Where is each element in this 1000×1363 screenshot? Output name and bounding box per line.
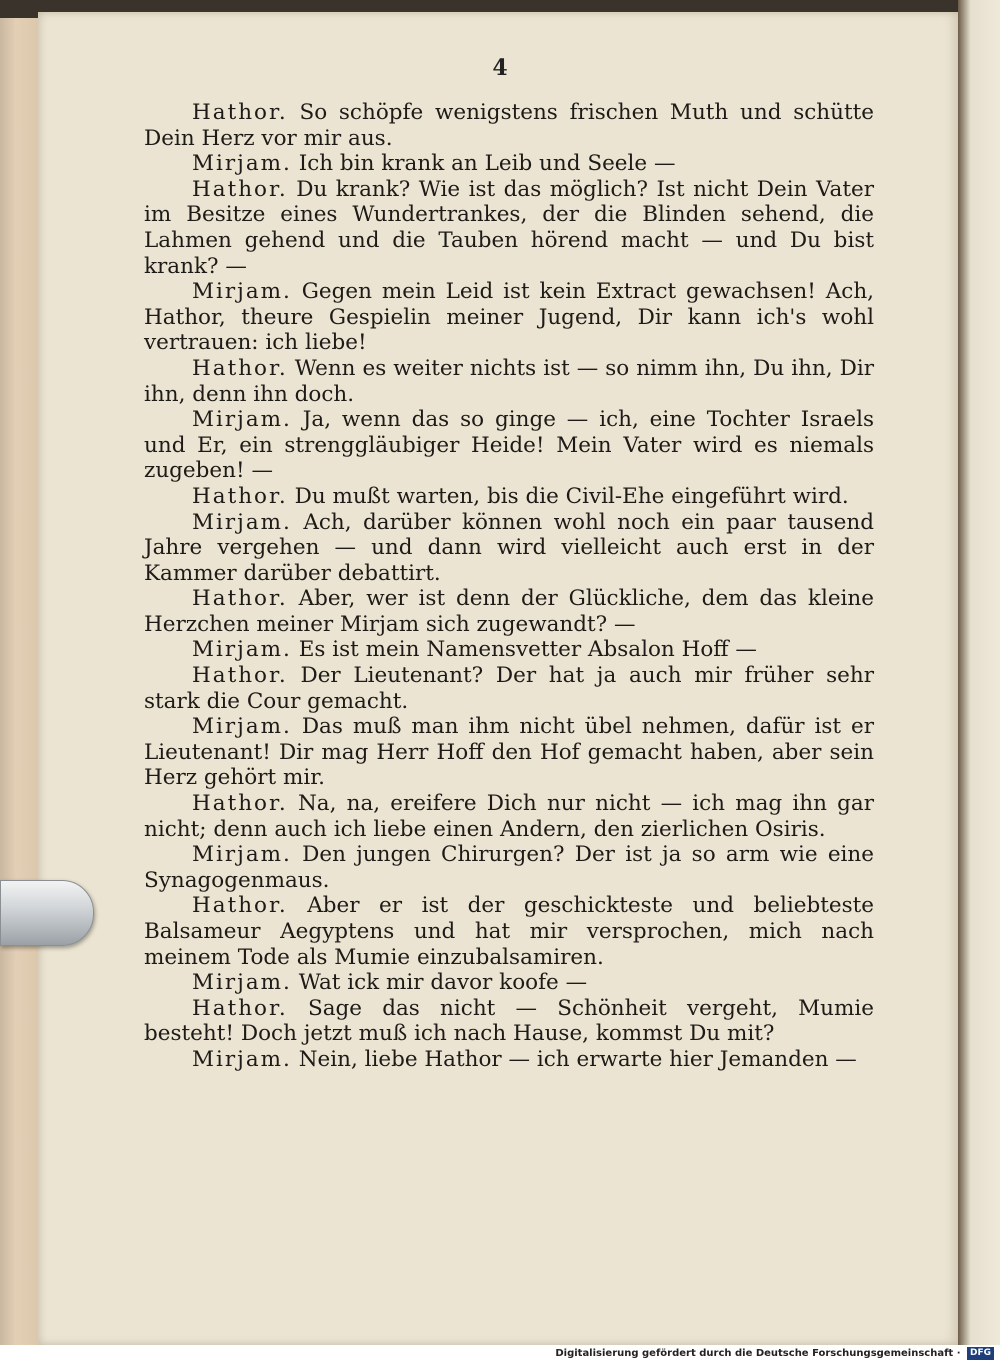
speech-text: Der Lieutenant? Der hat ja auch mir früher sehr stark die Cour gemacht. [144,663,874,714]
speaker-name: Hathor. [192,663,288,689]
speaker-name: Hathor. [192,176,288,202]
speech-text: So schöpfe wenigstens frischen Muth und schütte Dein Herz vor mir aus. [144,100,874,151]
speech-text: Du mußt warten, bis die Civil-Ehe eingeführt wird. [287,483,849,509]
dialogue-line [144,151,874,177]
speaker-name: Hathor. [192,893,288,919]
speech-text: Ja, wenn das so ginge — ich, eine Tochter Israels und Er, ein strenggläubiger Heide! Mein Vater wird es niemals zugeben! — [144,407,874,484]
dialogue-line [144,714,874,791]
speech-text: Das muß man ihm nicht übel nehmen, dafür ist er Lieutenant! Dir mag Herr Hoff den Hof gemacht haben, aber sein Herz gehört mir. [144,714,874,791]
speaker-name: Mirjam. [192,637,292,663]
speaker-name: Mirjam. [192,842,292,868]
dialogue-line [144,637,874,663]
speech-text: Ach, darüber können wohl noch ein paar tausend Jahre vergehen — und dann wird vielleicht auch erst in der Kammer darüber debattirt. [144,509,874,586]
speaker-name: Mirjam. [192,509,292,535]
footer [0,1345,1000,1363]
dialogue-line [144,484,874,510]
speaker-name: Hathor. [192,586,288,612]
speech-text: Aber, wer ist denn der Glückliche, dem das kleine Herzchen meiner Mirjam sich zugewandt? — [144,586,874,637]
speaker-name: Hathor. [192,995,288,1021]
speaker-name: Hathor. [192,791,288,817]
speaker-name: Mirjam. [192,970,292,996]
dialogue-text [144,100,874,1073]
dialogue-line [144,893,874,970]
dialogue-line [144,842,874,893]
dialogue-line [144,791,874,842]
speech-text: Aber er ist der geschickteste und beliebteste Balsameur Aegyptens und hat mir versprochen, mich nach meinem Tode als Mumie einzubalsamiren. [144,893,874,970]
speech-text: Wenn es weiter nichts ist — so nimm ihn, Du ihn, Dir ihn, denn ihn doch. [144,355,874,407]
speaker-name: Hathor. [192,100,288,125]
speech-text: Es ist mein Namensvetter Absalon Hoff — [291,637,757,663]
speech-text: Sage das nicht — Schönheit vergeht, Mumie besteht! Doch jetzt muß ich nach Hause, kommst Du mit? [144,995,874,1047]
speech-text: Du krank? Wie ist das möglich? Ist nicht Dein Vater im Besitze eines Wundertrankes, der die Blinden sehend, die Lahmen gehend und die Tauben hörend macht — und Du bist krank? — [144,176,874,279]
dialogue-line [144,279,874,356]
speech-text: Den jungen Chirurgen? Der ist ja so arm wie eine Synagogenmaus. [144,842,874,893]
speech-text: Gegen mein Leid ist kein Extract gewachsen! Ach, Hathor, theure Gespielin meiner Jugend, Dir kann ich's wohl vertrauen: ich liebe! [144,279,874,356]
dialogue-line [144,996,874,1047]
speech-text: Nein, liebe Hathor — ich erwarte hier Jemanden — [291,1046,857,1072]
speaker-name: Mirjam. [192,407,292,433]
page-number: 4 [492,55,508,81]
speaker-name: Hathor. [192,483,288,509]
speaker-name: Mirjam. [192,279,292,305]
speaker-name: Mirjam. [192,151,292,177]
speaker-name: Mirjam. [192,714,292,740]
speech-text: Na, na, ereifere Dich nur nicht — ich mag ihn gar nicht; denn auch ich liebe einen Andern, den zierlichen Osiris. [144,791,874,842]
dialogue-line [144,100,874,151]
dialogue-line [144,586,874,637]
book-cover-right-edge [958,0,1000,1345]
dialogue-line [144,407,874,484]
paper-clip [0,880,94,946]
footer-credit: Digitalisierung gefördert durch die Deutsche Forschungsgemeinschaft · [555,1348,961,1359]
dialogue-line [144,510,874,587]
dfg-logo: DFG [967,1347,994,1360]
dialogue-line [144,970,874,996]
speaker-name: Mirjam. [192,1046,292,1072]
dialogue-line [144,356,874,407]
dialogue-line [144,1047,874,1073]
dialogue-line [144,663,874,714]
speech-text: Wat ick mir davor koofe — [291,970,588,996]
dialogue-line [144,177,874,279]
speaker-name: Hathor. [192,355,288,381]
speech-text: Ich bin krank an Leib und Seele — [291,151,676,177]
book-cover-left-edge [0,18,40,1345]
